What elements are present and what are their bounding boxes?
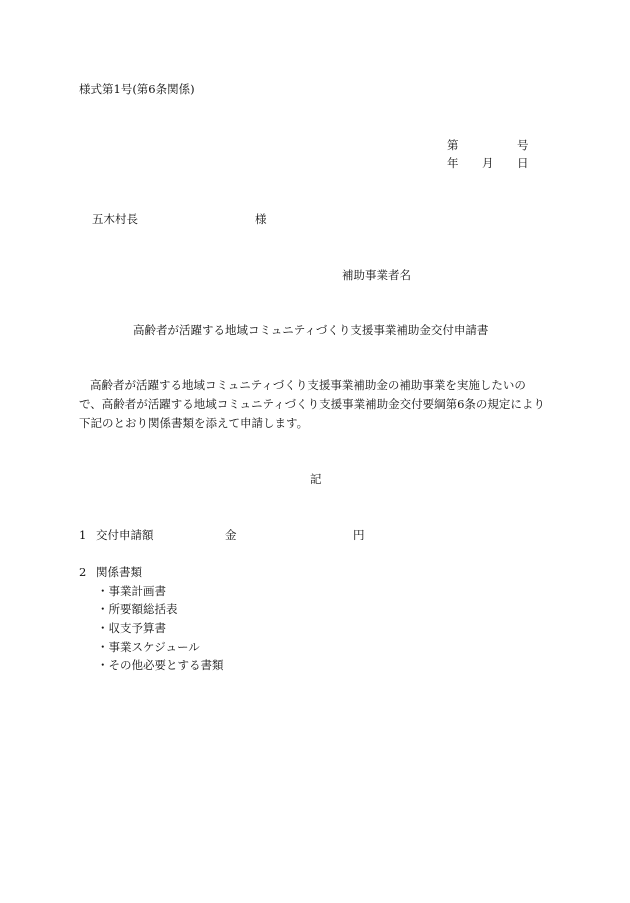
body-paragraph	[79, 376, 559, 433]
item1-kin: 金	[225, 528, 237, 542]
date-year: 年	[447, 156, 459, 170]
date-day: 日	[517, 156, 529, 170]
document-list-item: ・事業スケジュール	[97, 640, 200, 654]
doc-number-suffix: 号	[517, 138, 529, 152]
body-line: 下記のとおり関係書類を添えて申請します。	[79, 416, 309, 430]
document-list-item: ・収支予算書	[97, 621, 166, 635]
document-list-item: ・所要額総括表	[97, 602, 178, 616]
document-list-item: ・その他必要とする書類	[97, 658, 224, 672]
document-title: 高齢者が活躍する地域コミュニティづくり支援事業補助金交付申請書	[133, 323, 489, 337]
document-list-item: ・事業計画書	[97, 584, 166, 598]
form-label: 様式第1号(第6条関係)	[79, 82, 195, 96]
item1-number: 1	[79, 528, 87, 542]
doc-number-prefix: 第	[447, 138, 459, 152]
date-month: 月	[482, 156, 494, 170]
item1-yen: 円	[353, 528, 365, 542]
body-line: 高齢者が活躍する地域コミュニティづくり支援事業補助金の補助事業を実施したいの	[90, 378, 526, 392]
addressee-name: 五木村長	[92, 212, 138, 226]
item1-label: 交付申請額	[96, 528, 154, 542]
body-line: で、高齢者が活躍する地域コミュニティづくり支援事業補助金交付要綱第6条の規定により	[79, 397, 545, 411]
item2-label: 関係書類	[96, 565, 142, 579]
ki-heading: 記	[310, 472, 322, 486]
item2-number: 2	[79, 565, 87, 579]
applicant-label: 補助事業者名	[342, 268, 411, 282]
addressee-honorific: 様	[255, 212, 267, 226]
